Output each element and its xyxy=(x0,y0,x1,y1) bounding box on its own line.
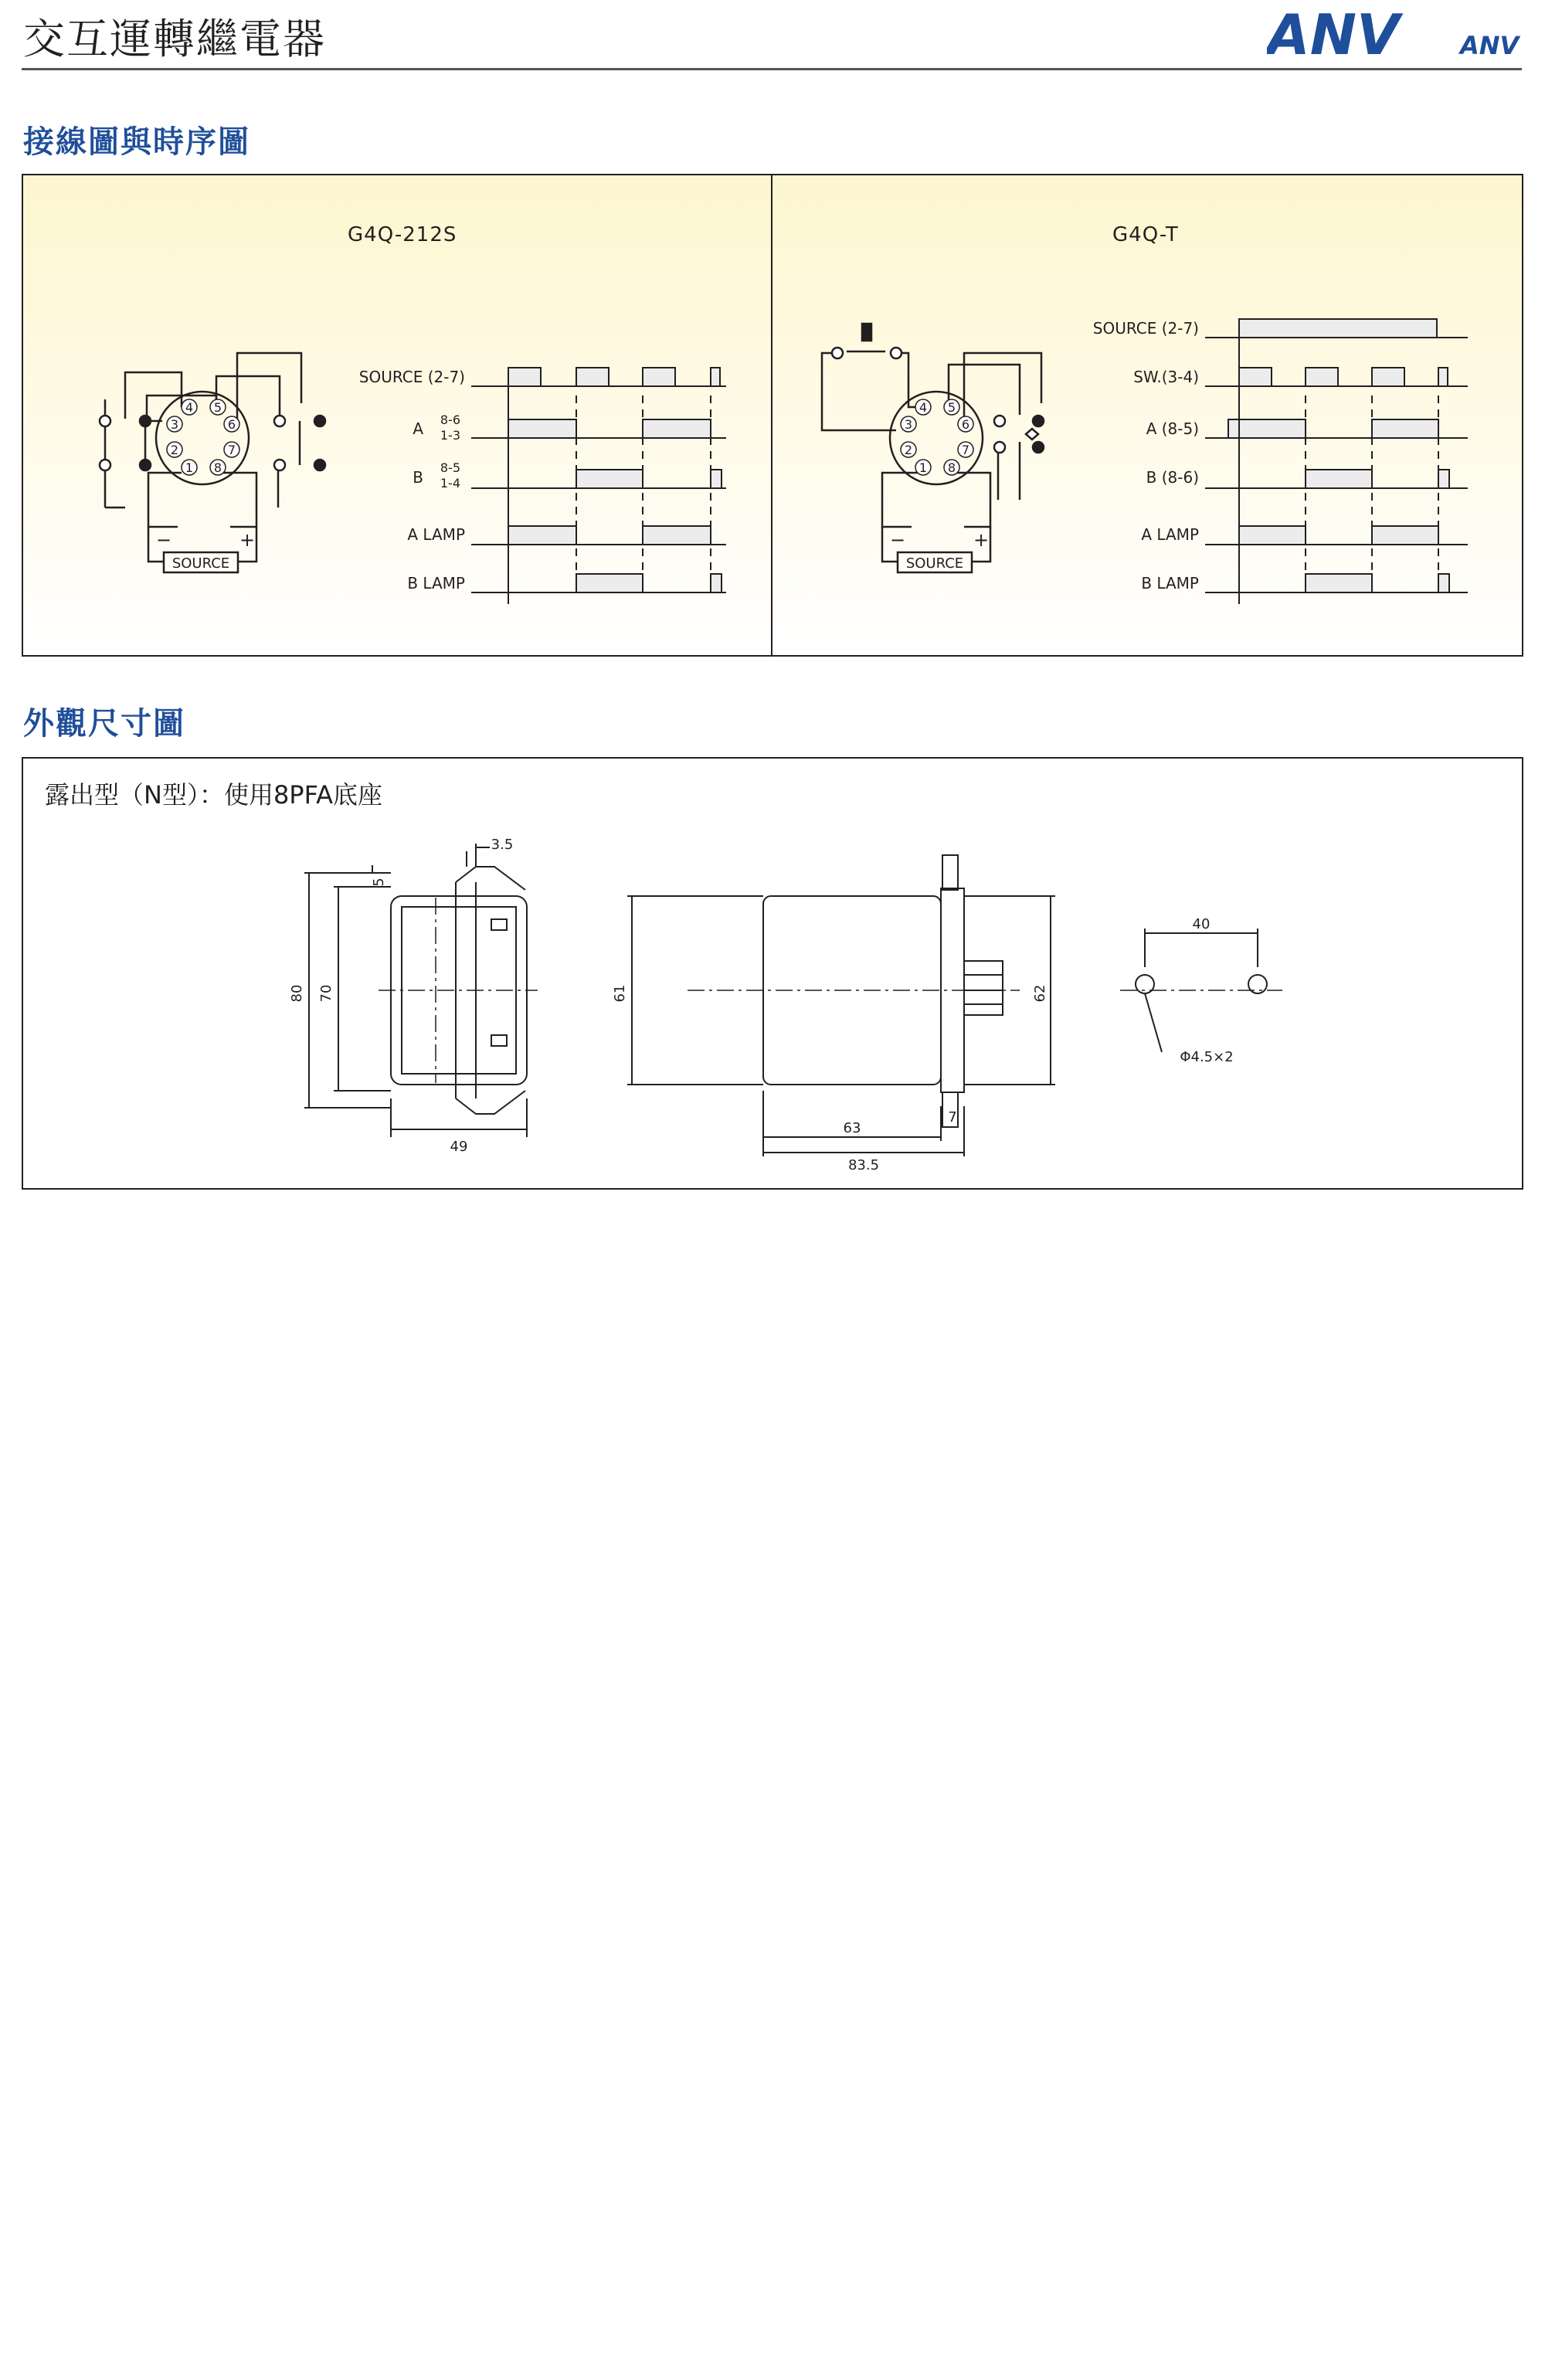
dim-label: 49 xyxy=(450,1139,468,1155)
timing-row-label: A xyxy=(413,419,423,438)
timing-row-sub: 1-3 xyxy=(440,428,460,443)
dim-label: 62 xyxy=(1032,984,1048,1003)
dim-label: 83.5 xyxy=(847,1157,880,1173)
page-title: 交互運轉繼電器 xyxy=(23,15,326,63)
timing-row-label: B LAMP xyxy=(407,574,465,592)
pin-label: 1 xyxy=(919,460,928,475)
plus-label: + xyxy=(239,529,256,551)
dim-label: 63 xyxy=(843,1120,861,1136)
dim-label: 5 xyxy=(371,878,387,887)
pin-label: 4 xyxy=(185,400,194,415)
wiring-panel xyxy=(22,174,1523,657)
timing-row-label: A (8-5) xyxy=(1146,419,1199,438)
dim-label: 80 xyxy=(289,984,305,1003)
dim-label: Φ4.5×2 xyxy=(1180,1049,1234,1065)
dimension-section-title: 外觀尺寸圖 xyxy=(23,706,185,742)
timing-row-label: B xyxy=(413,468,423,487)
timing-row-label: B (8-6) xyxy=(1146,468,1199,487)
wiring-diagram-left xyxy=(23,175,771,655)
dim-label: 40 xyxy=(1192,916,1211,932)
wiring-section-title: 接線圖與時序圖 xyxy=(23,124,250,160)
dim-label: 61 xyxy=(612,984,628,1003)
pin-label: 7 xyxy=(961,443,970,457)
pin-label: 8 xyxy=(213,460,222,475)
pin-label: 3 xyxy=(170,417,179,432)
pin-label: 2 xyxy=(170,443,179,457)
timing-row-sub: 8-5 xyxy=(440,460,460,475)
dimension-panel xyxy=(22,757,1523,1190)
pin-label: 6 xyxy=(961,417,970,432)
plus-label: + xyxy=(973,529,990,551)
pin-label: 4 xyxy=(919,400,928,415)
brand-small: ANV xyxy=(1460,31,1520,60)
header-rule xyxy=(22,68,1522,70)
model-label-right: G4Q-T xyxy=(1112,223,1179,246)
minus-label: − xyxy=(889,529,906,551)
dim-label: 70 xyxy=(318,984,334,1003)
dim-label: 7 xyxy=(948,1109,957,1125)
model-label-left: G4Q-212S xyxy=(348,223,457,246)
timing-row-label: A LAMP xyxy=(407,525,465,544)
wiring-diagram-right xyxy=(772,175,1523,655)
dim-label: 3.5 xyxy=(491,837,514,853)
pin-label: 7 xyxy=(227,443,236,457)
pin-label: 6 xyxy=(227,417,236,432)
source-box-label: SOURCE xyxy=(171,555,230,572)
brand-main: ANV xyxy=(1267,6,1400,60)
pin-label: 8 xyxy=(947,460,956,475)
timing-row-label: SW.(3-4) xyxy=(1133,368,1199,386)
timing-row-label: SOURCE (2-7) xyxy=(358,368,465,386)
pin-label: 5 xyxy=(947,400,956,415)
timing-row-label: B LAMP xyxy=(1141,574,1199,592)
dimension-caption: 露出型（N型）：使用8PFA底座 xyxy=(45,780,382,810)
dimension-drawing xyxy=(23,759,1522,1188)
pin-label: 3 xyxy=(904,417,913,432)
timing-row-sub: 1-4 xyxy=(440,476,460,491)
pin-label: 5 xyxy=(213,400,222,415)
timing-row-sub: 8-6 xyxy=(440,413,460,427)
brand-logo xyxy=(1267,6,1530,60)
pin-label: 2 xyxy=(904,443,913,457)
source-box-label: SOURCE xyxy=(905,555,964,572)
minus-label: − xyxy=(155,529,172,551)
pin-label: 1 xyxy=(185,460,194,475)
timing-row-label: SOURCE (2-7) xyxy=(1092,319,1199,338)
timing-row-label: A LAMP xyxy=(1141,525,1199,544)
